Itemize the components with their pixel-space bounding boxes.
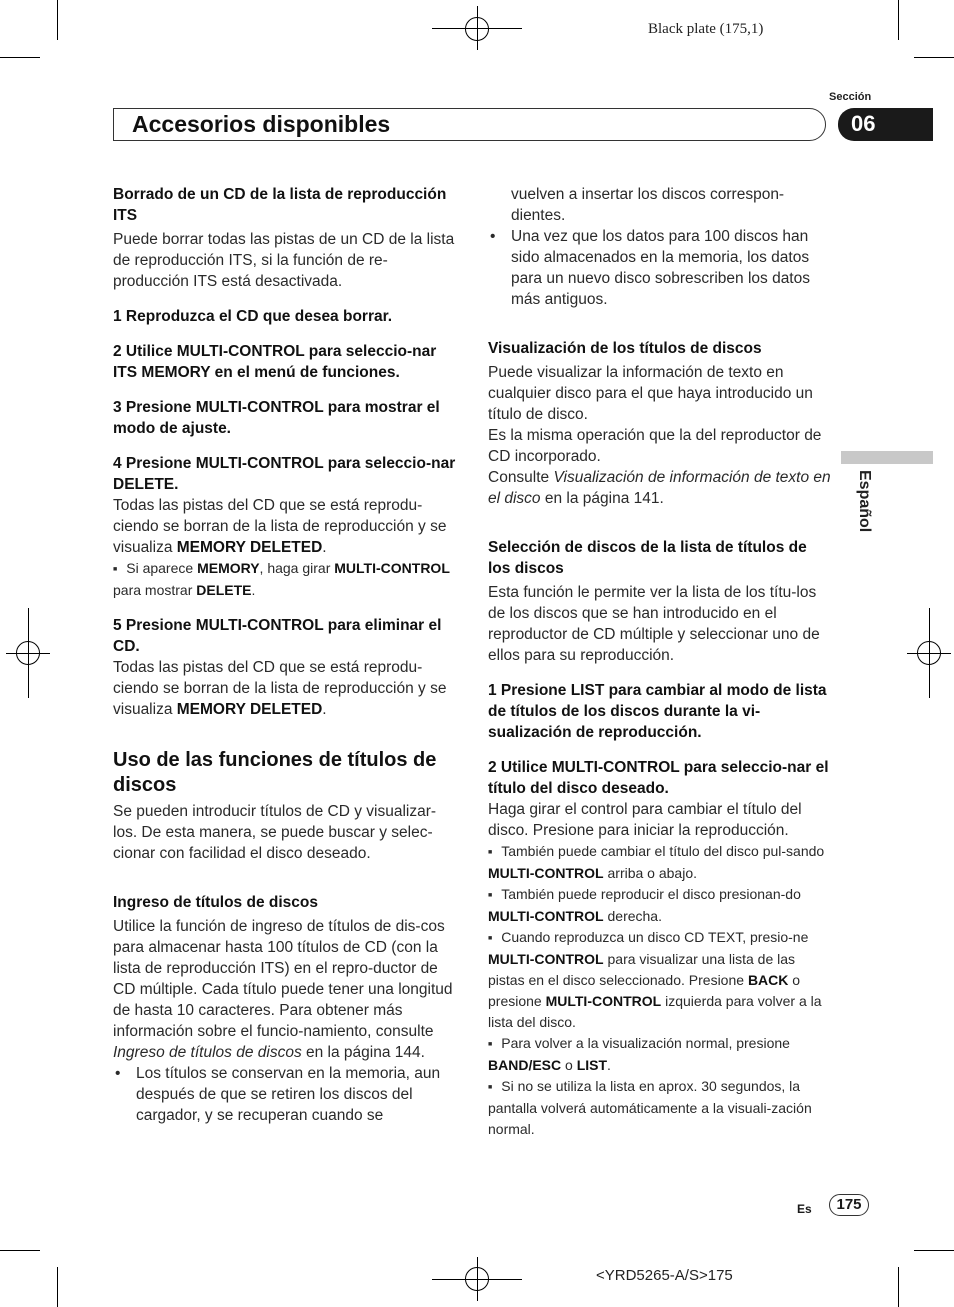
paragraph-step-2: Haga girar el control para cambiar el título del disco. Presione para iniciar la reproducción. bbox=[488, 801, 802, 839]
page-title: Accesorios disponibles bbox=[132, 111, 391, 137]
step-5: 5 Presione MULTI-CONTROL para eliminar el CD. bbox=[113, 617, 442, 655]
language-code: Es bbox=[797, 1202, 812, 1216]
crop-mark bbox=[898, 0, 899, 40]
registration-circle bbox=[16, 641, 40, 665]
crop-mark bbox=[0, 57, 40, 58]
section-number: 06 bbox=[851, 111, 876, 136]
crop-mark bbox=[0, 1250, 40, 1251]
step-1: 1 Reproduzca el CD que desea borrar. bbox=[113, 308, 393, 325]
paragraph-seleccion: Esta función le permite ver la lista de los títu-los de los discos que se han introducido en el reproductor de CD múltiple y seleccionar uno de ellos para su reproducción. bbox=[488, 584, 820, 664]
title-bar bbox=[113, 108, 826, 141]
registration-circle bbox=[465, 17, 489, 41]
heading-uso: Uso de las funciones de títulos de discos bbox=[113, 749, 437, 796]
bullet-item: • Los títulos se conservan en la memoria, aun después de que se retiren los discos del cargador, y se recuperan cuando se bbox=[113, 1063, 458, 1126]
note-item: ■ También puede reproducir el disco presionan-do MULTI-CONTROL derecha. bbox=[488, 884, 833, 927]
crop-mark bbox=[57, 0, 58, 40]
paragraph-visualizacion-3: Consulte Visualización de información de texto en el disco en la página 141. bbox=[488, 469, 831, 507]
paragraph-visualizacion-1: Puede visualizar la información de texto en cualquier disco para el que haya introducido un título de disco. bbox=[488, 364, 813, 423]
language-tab-bar bbox=[841, 451, 933, 464]
crop-mark bbox=[914, 1250, 954, 1251]
step-2: 2 Utilice MULTI-CONTROL para seleccio-nar ITS MEMORY en el menú de funciones. bbox=[113, 343, 437, 381]
step-3: 3 Presione MULTI-CONTROL para mostrar el modo de ajuste. bbox=[113, 399, 440, 437]
paragraph-borrado: Puede borrar todas las pistas de un CD de la lista de reproducción ITS, si la función de re-producción ITS está desactivada. bbox=[113, 231, 455, 290]
heading-borrado: Borrado de un CD de la lista de reproducción ITS bbox=[113, 186, 447, 224]
crop-mark bbox=[57, 1267, 58, 1307]
section-number-tab bbox=[838, 108, 933, 141]
paragraph-ingreso: Utilice la función de ingreso de títulos de dis-cos para almacenar hasta 100 títulos de CD (con la lista de reproducción ITS) en el repro-ductor de CD múltiple. Cada título puede tener una longitud de hasta 10 caracteres. Para obtener más información sobre el funcio-namiento, consulte Ingreso de títulos de discos en la página 144. bbox=[113, 918, 453, 1061]
note-item: ■ Cuando reproduzca un disco CD TEXT, presio-ne MULTI-CONTROL para visualizar una lista de las pistas en el disco seleccionado. Presione BACK o presione MULTI-CONTROL izquierda para volver a la lista del disco. bbox=[488, 927, 833, 1033]
document-code: <YRD5265-A/S>175 bbox=[596, 1267, 733, 1284]
section-label: Sección bbox=[829, 91, 872, 103]
bullet-continuation: vuelven a insertar los discos correspon-dientes. bbox=[511, 186, 785, 224]
left-column bbox=[113, 184, 458, 1126]
crop-mark bbox=[898, 1267, 899, 1307]
right-column bbox=[488, 184, 833, 1140]
note-step-4: ■ Si aparece MEMORY, haga girar MULTI-CONTROL para mostrar DELETE. bbox=[113, 558, 458, 601]
registration-circle bbox=[465, 1267, 489, 1291]
paragraph-visualizacion-2: Es la misma operación que la del reproductor de CD incorporado. bbox=[488, 427, 822, 465]
step-2: 2 Utilice MULTI-CONTROL para seleccio-nar el título del disco deseado. bbox=[488, 759, 829, 797]
step-4: 4 Presione MULTI-CONTROL para seleccio-nar DELETE. bbox=[113, 455, 456, 493]
crop-mark bbox=[914, 57, 954, 58]
language-tab-label: Español bbox=[856, 470, 873, 533]
bullet-item: • Una vez que los datos para 100 discos han sido almacenados en la memoria, los datos para un nuevo disco sobrescriben los datos más antiguos. bbox=[488, 226, 833, 310]
note-item: ■ Si no se utiliza la lista en aprox. 30 segundos, la pantalla volverá automáticamente a la visuali-zación normal. bbox=[488, 1076, 833, 1140]
registration-circle bbox=[917, 641, 941, 665]
note-item: ■ Para volver a la visualización normal, presione BAND/ESC o LIST. bbox=[488, 1033, 833, 1076]
plate-label: Black plate (175,1) bbox=[648, 21, 764, 37]
paragraph-step-5: Todas las pistas del CD que se está reprodu-ciendo se borran de la lista de reproducción y se visualiza MEMORY DELETED. bbox=[113, 659, 447, 718]
paragraph-step-4: Todas las pistas del CD que se está reprodu-ciendo se borran de la lista de reproducción y se visualiza MEMORY DELETED. bbox=[113, 497, 447, 556]
note-item: ■ También puede cambiar el título del disco pul-sando MULTI-CONTROL arriba o abajo. bbox=[488, 841, 833, 884]
heading-seleccion: Selección de discos de la lista de títulos de los discos bbox=[488, 539, 807, 577]
heading-ingreso: Ingreso de títulos de discos bbox=[113, 894, 318, 911]
step-1: 1 Presione LIST para cambiar al modo de lista de títulos de los discos durante la vi-sualización de reproducción. bbox=[488, 682, 827, 741]
page-number: 175 bbox=[829, 1194, 869, 1216]
paragraph-uso: Se pueden introducir títulos de CD y visualizar-los. De esta manera, se puede buscar y selec-cionar con facilidad el disco deseado. bbox=[113, 803, 437, 862]
heading-visualizacion: Visualización de los títulos de discos bbox=[488, 340, 762, 357]
